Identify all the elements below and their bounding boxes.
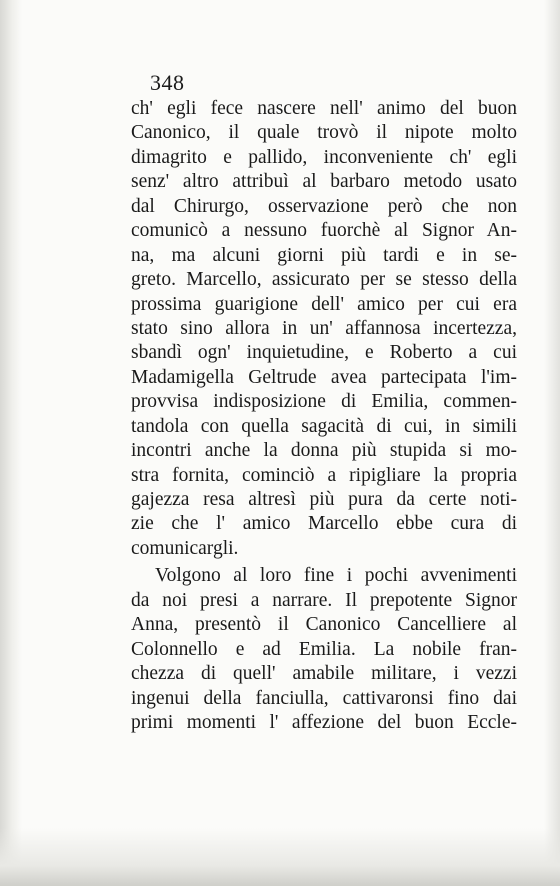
text-line: Canonico, il quale trovò il nipote molto	[131, 122, 517, 144]
text-line: Anna, presentò il Canonico Cancelliere al	[131, 614, 517, 636]
text-line: ingenui della fanciulla, cattivaronsi fino dai	[131, 687, 517, 709]
text-line: chezza di quell' amabile militare, i vezzi	[131, 663, 517, 685]
text-line: comunicò a nessuno fuorchè al Signor An-	[131, 220, 517, 242]
text-line: senz' altro attribuì al barbaro metodo usato	[131, 171, 517, 193]
text-line: dimagrito e pallido, inconveniente ch' egli	[131, 146, 517, 168]
text-line: primi momenti l' affezione del buon Eccle-	[131, 711, 517, 733]
text-line: comunicargli.	[131, 537, 239, 559]
text-line: da noi presi a narrare. Il prepotente Signor	[131, 589, 517, 611]
page-number: 348	[150, 70, 185, 95]
paragraph-1	[131, 97, 517, 561]
text-line: stra fornita, cominciò a ripigliare la propria	[131, 464, 517, 486]
text-line: ch' egli fece nascere nell' animo del buon	[131, 98, 517, 119]
text-line: Colonnello e ad Emilia. La nobile fran-	[131, 638, 517, 660]
page-edge-shadow-bottom	[0, 828, 560, 886]
body-text	[131, 97, 517, 735]
page-edge-shadow-right	[544, 0, 560, 886]
text-line: provvisa indisposizione di Emilia, commen-	[131, 391, 517, 413]
text-line: tandola con quella sagacità di cui, in simili	[131, 415, 517, 437]
text-line: sbandì ogn' inquietudine, e Roberto a cui	[131, 342, 517, 364]
text-line: gajezza resa altresì più pura da certe noti-	[131, 489, 517, 510]
text-line: stato sino allora in un' affannosa incertezza,	[131, 317, 517, 339]
text-line: zie che l' amico Marcello ebbe cura di	[131, 513, 517, 535]
page-edge-shadow-left	[0, 0, 22, 886]
paragraph-2	[131, 564, 517, 735]
text-line: greto. Marcello, assicurato per se stesso della	[131, 269, 517, 291]
text-line: prossima guarigione dell' amico per cui era	[131, 293, 517, 315]
text-line: na, ma alcuni giorni più tardi e in se-	[131, 244, 517, 266]
text-line: dal Chirurgo, osservazione però che non	[131, 195, 517, 217]
text-line: Madamigella Geltrude avea partecipata l'im-	[131, 366, 517, 388]
text-line: Volgono al loro fine i pochi avvenimenti	[155, 565, 517, 587]
text-line: incontri anche la donna più stupida si mo-	[131, 440, 517, 462]
